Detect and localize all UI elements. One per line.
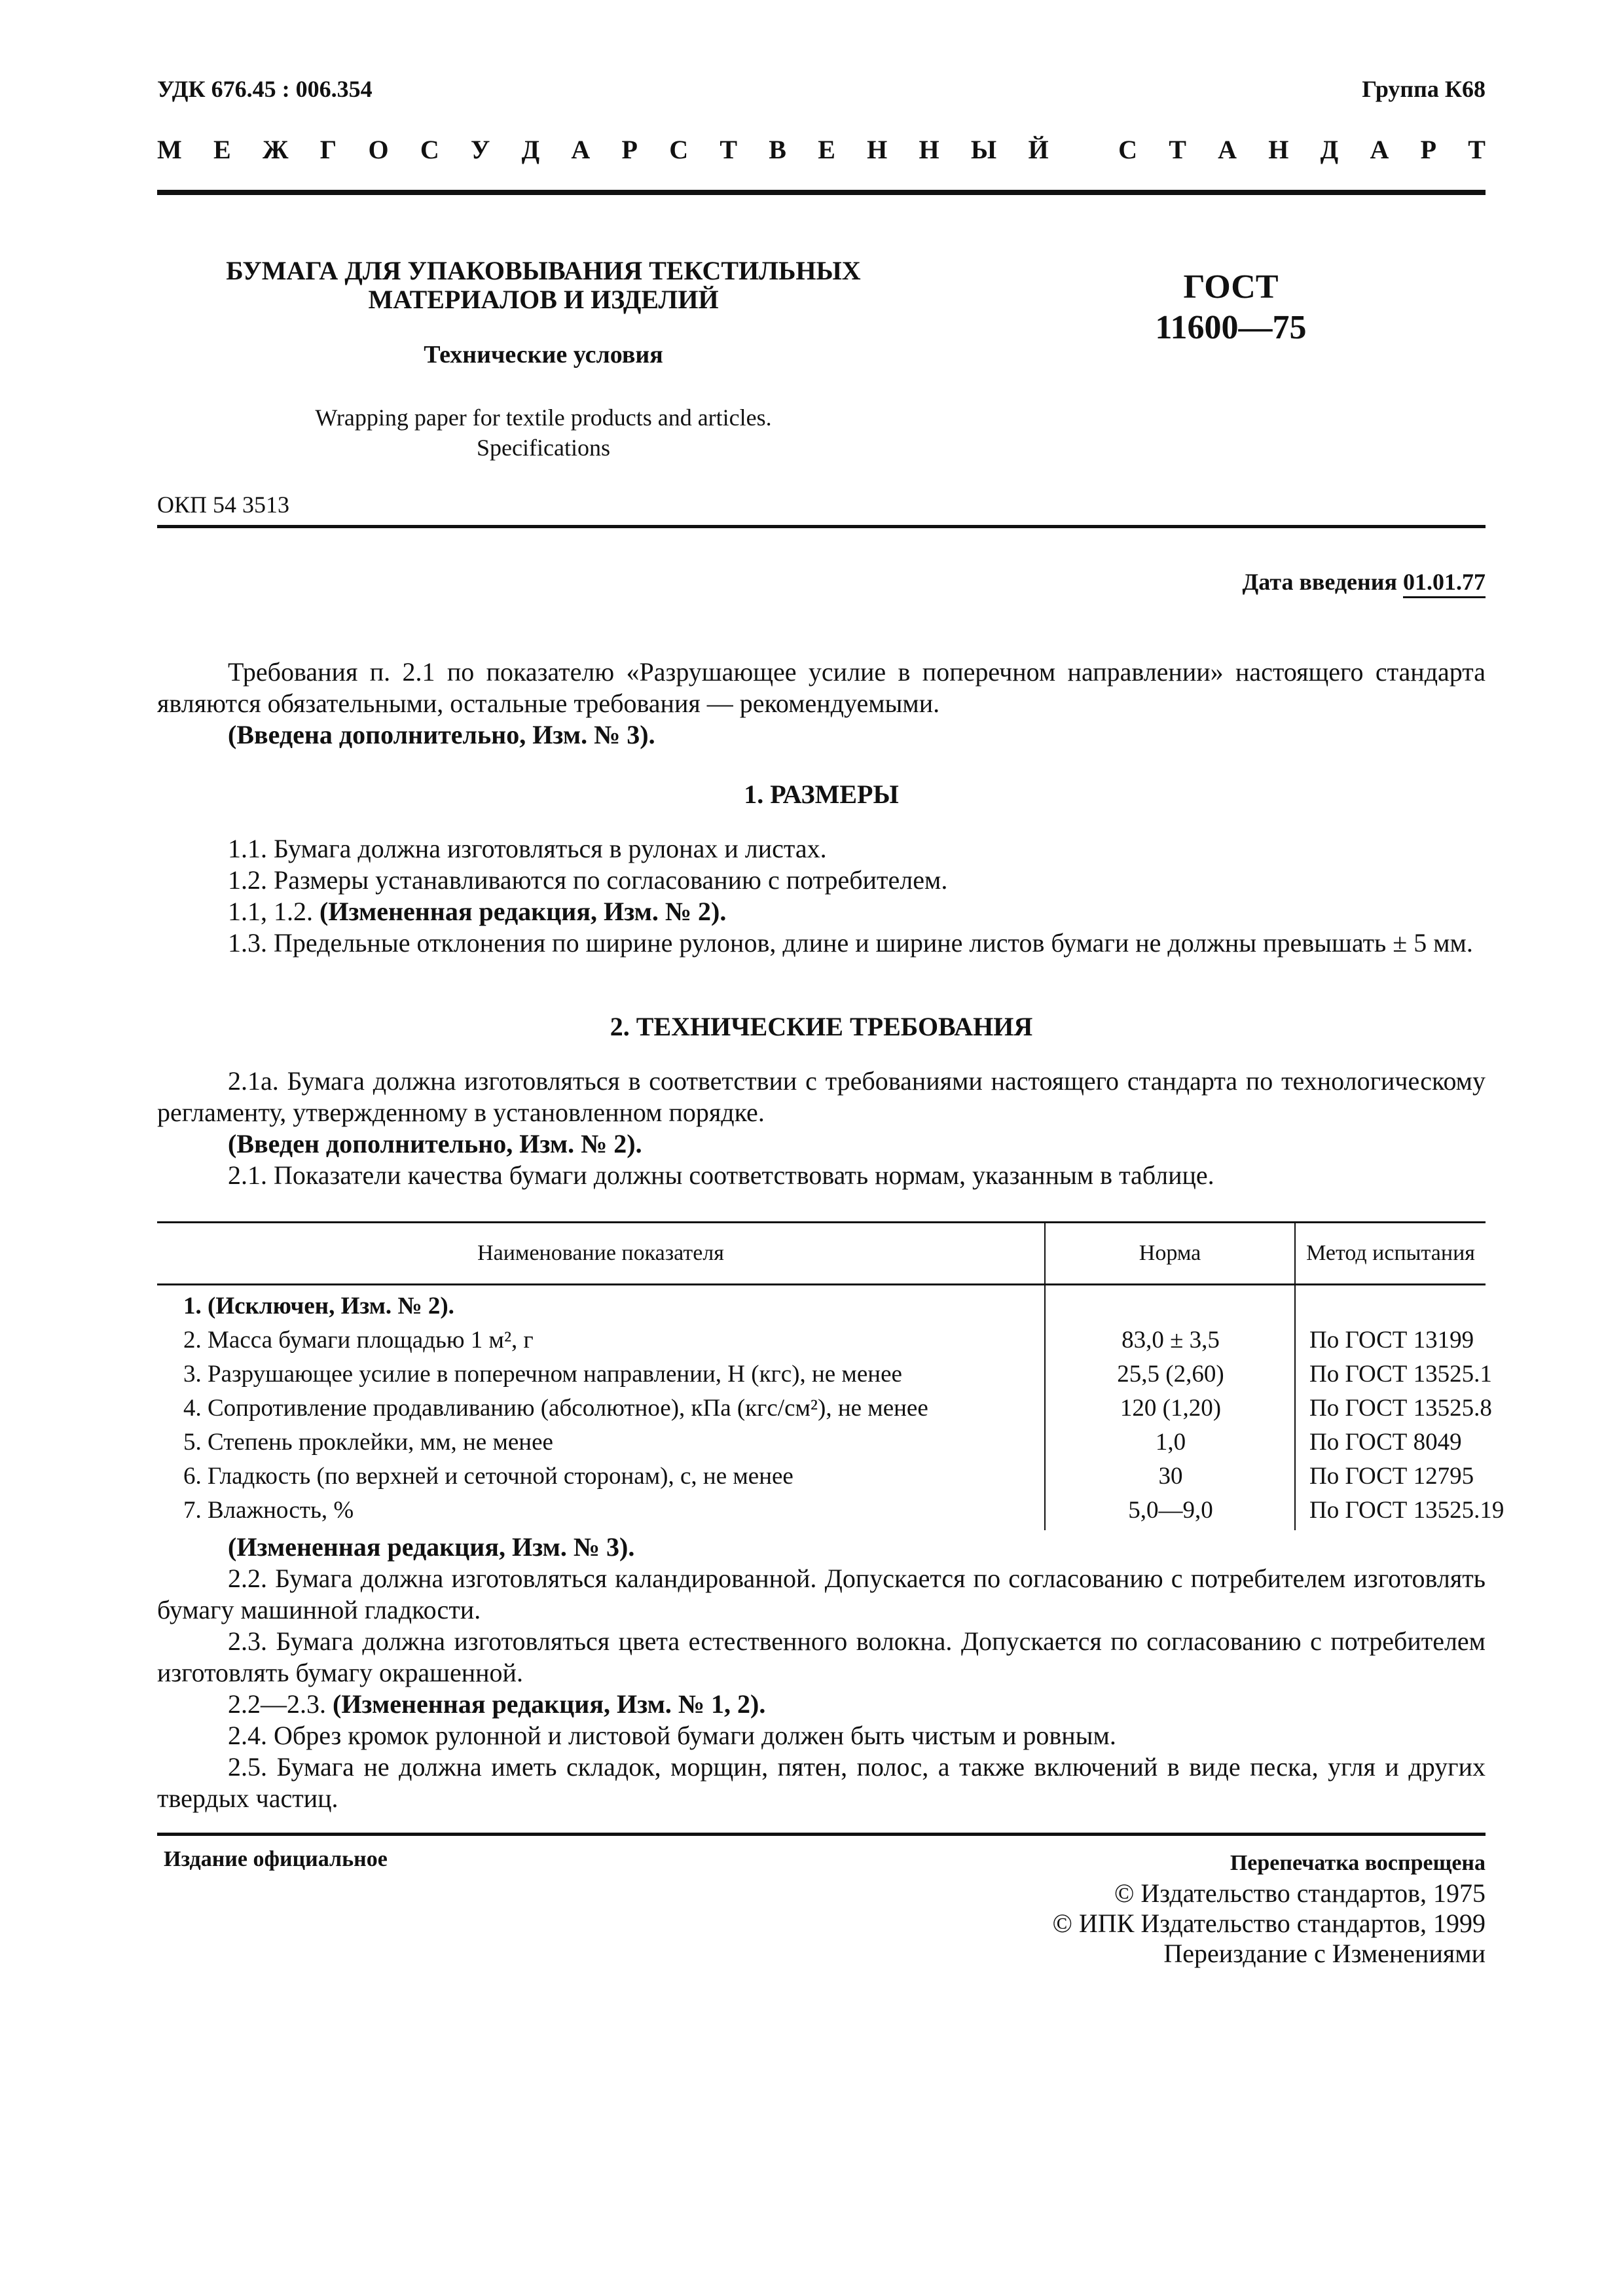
row-norm: 83,0 ± 3,5 <box>1122 1327 1220 1354</box>
row-method: По ГОСТ 13525.8 <box>1309 1395 1492 1422</box>
row-norm: 25,5 (2,60) <box>1117 1361 1224 1388</box>
banner-letter: Н <box>1268 135 1289 164</box>
clause-2-4: 2.4. Обрез кромок рулонной и листовой бумаги должен быть чистым и ровным. <box>228 1721 1116 1750</box>
table-row <box>157 1496 1504 1530</box>
title-line-2: МАТЕРИАЛОВ И ИЗДЕЛИЙ <box>368 285 719 314</box>
row-name: 7. Влажность, % <box>183 1497 354 1524</box>
introduction-date <box>1243 568 1486 596</box>
row-name: 3. Разрушающее усилие в поперечном направлении, Н (кгс), не менее <box>183 1361 902 1388</box>
reissue-note: Переиздание с Изменениями <box>1163 1939 1486 1968</box>
banner-letter: А <box>571 135 591 164</box>
banner-letter: Н <box>919 135 939 164</box>
row-name: 4. Сопротивление продавливанию (абсолютное), кПа (кгс/см²), не менее <box>183 1395 928 1422</box>
table-header <box>157 1221 1486 1285</box>
clause-2-1a: 2.1а. Бумага должна изготовляться в соответствии с требованиями настоящего стандарта по технологическому регламенту, утвержденному в установленном порядке. <box>157 1066 1486 1127</box>
row-name: 6. Гладкость (по верхней и сеточной сторонам), с, не менее <box>183 1463 793 1490</box>
banner-letter: Р <box>1420 135 1437 164</box>
banner-letter: Т <box>1169 135 1186 164</box>
footer-rule <box>157 1833 1486 1836</box>
banner-letter: С <box>669 135 689 164</box>
banner-letter: Д <box>1320 135 1339 164</box>
table-row <box>157 1394 1492 1428</box>
udk-code: УДК 676.45 : 006.354 <box>157 76 373 102</box>
section-1-body <box>157 833 1486 959</box>
clause-1-amendment <box>157 896 1486 927</box>
clause-2-1: 2.1. Показатели качества бумаги должны соответствовать нормам, указанным в таблице. <box>228 1160 1214 1190</box>
row-name: 2. Масса бумаги площадью 1 м², г <box>183 1327 534 1354</box>
okp-code: ОКП 54 3513 <box>157 492 290 518</box>
table-row <box>157 1428 1486 1462</box>
copyright-block <box>1053 1847 1486 1969</box>
banner-letter: Ы <box>970 135 997 164</box>
copyright-1999: © ИПК Издательство стандартов, 1999 <box>1052 1909 1486 1938</box>
english-title <box>157 403 930 463</box>
date-label: Дата введения <box>1242 569 1403 595</box>
date-value: 01.01.77 <box>1403 569 1486 598</box>
row-method: По ГОСТ 13525.19 <box>1309 1497 1504 1524</box>
banner-letter: О <box>368 135 389 164</box>
banner-letter: Т <box>1468 135 1486 164</box>
header-norm: Норма <box>1139 1241 1201 1265</box>
banner-letter: У <box>470 135 490 164</box>
banner-letter: Д <box>521 135 540 164</box>
section-2-body <box>157 1066 1486 1191</box>
banner-letter: В <box>769 135 786 164</box>
banner-letter: Ж <box>262 135 289 164</box>
document-title <box>157 257 930 314</box>
clause-2-1a-amendment: (Введен дополнительно, Изм. № 2). <box>228 1129 642 1158</box>
row-method: По ГОСТ 8049 <box>1309 1429 1462 1456</box>
table-row <box>157 1326 1486 1360</box>
row-norm: 5,0—9,0 <box>1128 1497 1213 1524</box>
english-title-line-2: Specifications <box>477 435 610 461</box>
banner-letter: М <box>157 135 182 164</box>
banner-letter: Г <box>319 135 337 164</box>
table-row <box>157 1462 1486 1496</box>
banner-letter: А <box>1218 135 1237 164</box>
group-code: Группа К68 <box>1362 76 1486 102</box>
clause-2-5: 2.5. Бумага не должна иметь складок, морщин, пятен, полос, а также включений в виде песка, угля и других твердых частиц. <box>157 1752 1486 1813</box>
banner-letter: С <box>420 135 439 164</box>
english-title-line-1: Wrapping paper for textile products and articles. <box>315 404 772 431</box>
row-norm: 120 (1,20) <box>1120 1395 1222 1422</box>
gost-label: ГОСТ <box>1183 268 1279 306</box>
row-method: По ГОСТ 12795 <box>1309 1463 1474 1490</box>
row-name: 1. (Исключен, Изм. № 2). <box>183 1293 454 1319</box>
clause-1-2: 1.2. Размеры устанавливаются по согласованию с потребителем. <box>228 865 948 895</box>
row-name: 5. Степень проклейки, мм, не менее <box>183 1429 553 1456</box>
banner-letter: Т <box>720 135 738 164</box>
title-rule <box>157 525 1486 528</box>
banner-letter: А <box>1370 135 1389 164</box>
section-2-continued <box>157 1532 1486 1814</box>
section-2-heading: 2. ТЕХНИЧЕСКИЕ ТРЕБОВАНИЯ <box>610 1012 1033 1041</box>
header-indicator-name: Наименование показателя <box>477 1241 724 1265</box>
clause-1-3: 1.3. Предельные отклонения по ширине рулонов, длине и ширине листов бумаги не должны превышать ± 5 мм. <box>228 928 1473 958</box>
banner-letter: Р <box>621 135 638 164</box>
row-norm: 30 <box>1158 1463 1183 1490</box>
table-row <box>157 1292 1486 1326</box>
header-rule <box>157 190 1486 195</box>
title-line-1: БУМАГА ДЛЯ УПАКОВЫВАНИЯ ТЕКСТИЛЬНЫХ <box>226 256 861 285</box>
table-amendment-note: (Измененная редакция, Изм. № 3). <box>228 1532 635 1562</box>
banner-letter: Е <box>818 135 835 164</box>
gost-number <box>1054 267 1408 348</box>
intro-amendment-note: (Введена дополнительно, Изм. № 3). <box>228 720 655 749</box>
clause-1-1: 1.1. Бумага должна изготовляться в рулонах и листах. <box>228 834 827 863</box>
banner-letter: Й <box>1028 135 1049 164</box>
intro-paragraph: Требования п. 2.1 по показателю «Разрушающее усилие в поперечном направлении» настоящего стандарта являются обязательными, остальные требования — рекомендуемыми. <box>157 657 1486 718</box>
table-row <box>157 1360 1492 1394</box>
clause-2-amendment-number: 2.2—2.3. <box>228 1689 333 1719</box>
intro-section <box>157 656 1486 751</box>
banner-letter: Н <box>867 135 888 164</box>
clause-1-amendment-number: 1.1, 1.2. <box>228 897 319 926</box>
interstate-standard-banner <box>157 134 1486 165</box>
row-method: По ГОСТ 13525.1 <box>1309 1361 1492 1388</box>
header-test-method: Метод испытания <box>1306 1241 1475 1265</box>
reprint-notice: Перепечатка воспрещена <box>1230 1851 1486 1875</box>
clause-2-3: 2.3. Бумага должна изготовляться цвета естественного волокна. Допускается по согласованию с потребителем изготовлять бумагу окрашенной. <box>157 1626 1486 1687</box>
official-edition-label: Издание официальное <box>164 1847 388 1871</box>
banner-letter <box>1080 134 1087 165</box>
copyright-1975: © Издательство стандартов, 1975 <box>1114 1878 1486 1908</box>
clause-2-2: 2.2. Бумага должна изготовляться каландированной. Допускается по согласованию с потребителем изготовлять бумагу машинной гладкости. <box>157 1564 1486 1624</box>
clause-2-amendment-note: (Измененная редакция, Изм. № 1, 2). <box>333 1689 766 1719</box>
gost-code: 11600—75 <box>1155 309 1307 346</box>
row-norm: 1,0 <box>1155 1429 1186 1456</box>
clause-2-amendment <box>157 1689 1486 1720</box>
banner-letter: С <box>1118 135 1137 164</box>
clause-1-amendment-note: (Измененная редакция, Изм. № 2). <box>319 897 727 926</box>
section-1-heading: 1. РАЗМЕРЫ <box>744 780 899 809</box>
banner-letter: Е <box>213 135 231 164</box>
row-method: По ГОСТ 13199 <box>1309 1327 1474 1354</box>
document-subtitle: Технические условия <box>424 341 663 368</box>
